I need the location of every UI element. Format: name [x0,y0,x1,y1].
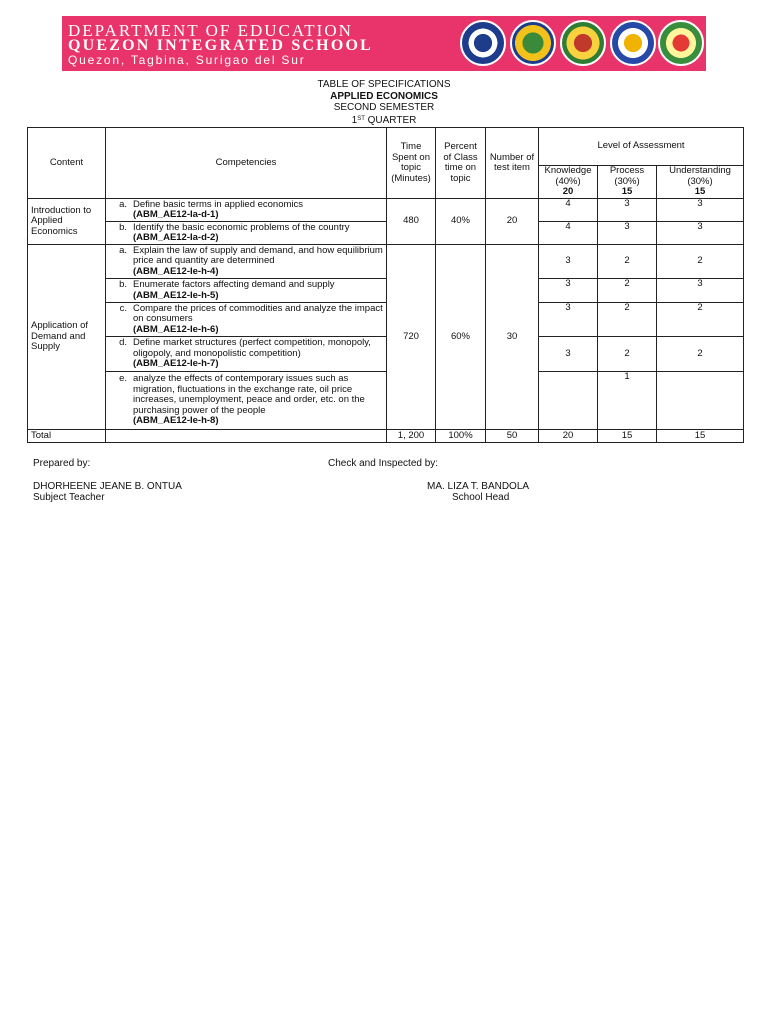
items-cell: 30 [486,245,539,430]
knowledge-cell: 4 [539,199,598,222]
process-cell: 2 [598,245,657,279]
total-knowledge: 20 [539,430,598,443]
header-number-of-items: Number of test item [486,128,539,199]
provincial-seal-icon [560,20,606,66]
title-semester: SECOND SEMESTER [333,102,435,113]
understanding-cell: 3 [657,199,744,222]
competency-cell: c. Compare the prices of commodities and analyze the impact on consumers (ABM_AE12-Ie-h-6) [106,303,387,337]
header-percent: Percent of Class time on topic [436,128,486,199]
time-cell: 720 [387,245,436,430]
header-competencies: Competencies [106,128,387,199]
checked-by-name: MA. LIZA T. BANDOLA [427,481,530,492]
table-row [28,245,744,279]
header-time: Time Spent on topic (Minutes) [387,128,436,199]
competency-cell: b. Identify the basic economic problems of the country (ABM_AE12-Ia-d-2) [106,222,387,245]
content-cell: Application of Demand and Supply [28,245,106,430]
understanding-cell: 2 [657,303,744,337]
school-seal-icon [658,20,704,66]
table-row [28,303,744,337]
total-row [28,430,744,443]
knowledge-cell: 3 [539,279,598,303]
banner-address: Quezon, Tagbina, Surigao del Sur [68,53,306,67]
checked-by-title: School Head [452,492,510,503]
knowledge-cell: 3 [539,245,598,279]
process-cell: 2 [598,279,657,303]
competency-cell: a. Define basic terms in applied economics (ABM_AE12-Ia-d-1) [106,199,387,222]
total-items: 50 [486,430,539,443]
document-titles [0,79,768,126]
header-level-of-assessment: Level of Assessment [539,128,744,166]
deped-seal-icon [460,20,506,66]
title-quarter: 1ST QUARTER [351,114,417,126]
process-cell: 3 [598,222,657,245]
table-row [28,372,744,430]
banner-department: DEPARTMENT OF EDUCATION [68,21,353,40]
table-row [28,199,744,222]
banner-school-name: QUEZON INTEGRATED SCHOOL [68,37,373,54]
district-seal-icon [610,20,656,66]
total-understanding: 15 [657,430,744,443]
competency-cell: d. Define market structures (perfect competition, monopoly, oligopoly, and monopolistic competition) (ABM_AE12-Ie-h-7) [106,337,387,372]
understanding-cell: 2 [657,337,744,372]
header-content: Content [28,128,106,199]
content-cell: Introduction to Applied Economics [28,199,106,245]
total-time: 1, 200 [387,430,436,443]
knowledge-cell: 4 [539,222,598,245]
process-cell: 3 [598,199,657,222]
title-table-of-specifications: TABLE OF SPECIFICATIONS [317,79,451,90]
specifications-table [27,127,744,443]
school-banner [62,16,706,71]
table-row [28,222,744,245]
competency-cell: b. Enumerate factors affecting demand and supply (ABM_AE12-Ie-h-5) [106,279,387,303]
title-subject: APPLIED ECONOMICS [330,90,438,102]
prepared-by-title: Subject Teacher [33,492,105,503]
percent-cell: 60% [436,245,486,430]
competency-cell: e. analyze the effects of contemporary issues such as migration, fluctuations in the exchange rate, oil price increases, unemployment, peace and order, etc. on the purchasing power of the people (ABM_AE12-Ie-h-8) [106,372,387,430]
prepared-by-name: DHORHEENE JEANE B. ONTUA [33,481,182,492]
prepared-by-label: Prepared by: [33,458,91,469]
understanding-cell: 3 [657,222,744,245]
header-understanding: Understanding (30%) 15 [657,166,744,199]
understanding-cell: 3 [657,279,744,303]
understanding-cell: 2 [657,245,744,279]
knowledge-cell: 3 [539,303,598,337]
time-cell: 480 [387,199,436,245]
total-percent: 100% [436,430,486,443]
process-cell: 2 [598,303,657,337]
table-row [28,337,744,372]
header-process: Process (30%) 15 [598,166,657,199]
checked-by-label: Check and Inspected by: [328,458,439,469]
items-cell: 20 [486,199,539,245]
table-row [28,279,744,303]
understanding-cell [657,372,744,430]
process-cell: 1 [598,372,657,430]
header-knowledge: Knowledge (40%) 20 [539,166,598,199]
knowledge-cell [539,372,598,430]
percent-cell: 40% [436,199,486,245]
total-competency-cell [106,430,387,443]
total-process: 15 [598,430,657,443]
knowledge-cell: 3 [539,337,598,372]
municipal-seal-icon [510,20,556,66]
total-label: Total [28,430,106,443]
competency-cell: a. Explain the law of supply and demand, and how equilibrium price and quantity are determined (ABM_AE12-Ie-h-4) [106,245,387,279]
process-cell: 2 [598,337,657,372]
